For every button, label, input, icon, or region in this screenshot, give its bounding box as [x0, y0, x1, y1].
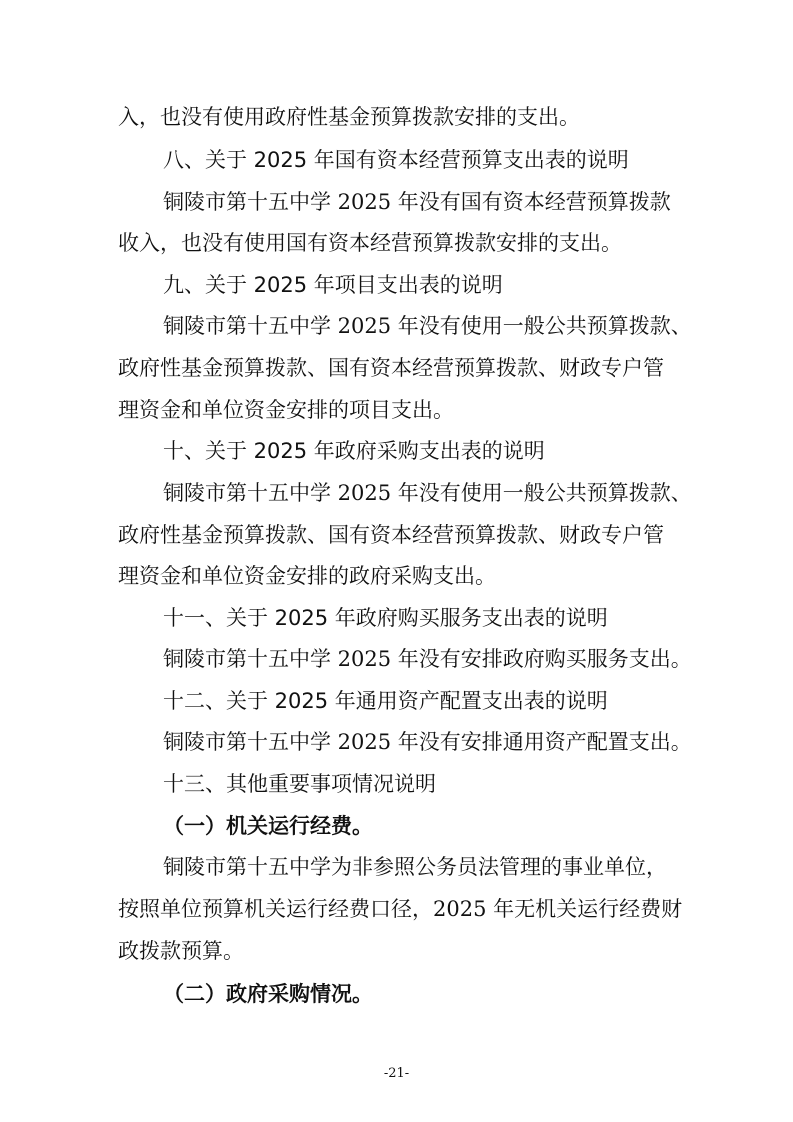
section-heading-10: 十、关于 2025 年政府采购支出表的说明 — [163, 439, 545, 463]
paragraph-line: 铜陵市第十五中学 2025 年没有国有资本经营预算拨款 — [163, 190, 671, 214]
paragraph-line: 入，也没有使用政府性基金预算拨款安排的支出。 — [118, 105, 580, 129]
paragraph-line: 铜陵市第十五中学为非参照公务员法管理的事业单位， — [163, 855, 667, 879]
section-heading-11: 十一、关于 2025 年政府购买服务支出表的说明 — [163, 606, 608, 630]
section-heading-9: 九、关于 2025 年项目支出表的说明 — [163, 273, 503, 297]
section-heading-8: 八、关于 2025 年国有资本经营预算支出表的说明 — [163, 148, 629, 172]
paragraph-line: 铜陵市第十五中学 2025 年没有使用一般公共预算拨款、 — [163, 314, 692, 338]
paragraph-line: 政拨款预算。 — [118, 939, 244, 963]
paragraph-line: 铜陵市第十五中学 2025 年没有安排政府购买服务支出。 — [163, 647, 692, 671]
paragraph-line: 铜陵市第十五中学 2025 年没有使用一般公共预算拨款、 — [163, 481, 692, 505]
paragraph-line: 按照单位预算机关运行经费口径，2025 年无机关运行经费财 — [118, 897, 683, 921]
page-number: -21- — [383, 1066, 410, 1081]
subsection-heading-2: （二）政府采购情况。 — [163, 981, 373, 1006]
paragraph-line: 政府性基金预算拨款、国有资本经营预算拨款、财政专户管 — [118, 356, 664, 380]
section-heading-13: 十三、其他重要事项情况说明 — [163, 772, 436, 796]
section-heading-12: 十二、关于 2025 年通用资产配置支出表的说明 — [163, 689, 608, 713]
paragraph-line: 政府性基金预算拨款、国有资本经营预算拨款、财政专户管 — [118, 523, 664, 547]
paragraph-line: 理资金和单位资金安排的项目支出。 — [118, 398, 454, 422]
subsection-heading-1: （一）机关运行经费。 — [163, 813, 373, 838]
paragraph-line: 收入，也没有使用国有资本经营预算拨款安排的支出。 — [118, 231, 622, 255]
paragraph-line: 铜陵市第十五中学 2025 年没有安排通用资产配置支出。 — [163, 730, 692, 754]
paragraph-line: 理资金和单位资金安排的政府采购支出。 — [118, 564, 496, 588]
